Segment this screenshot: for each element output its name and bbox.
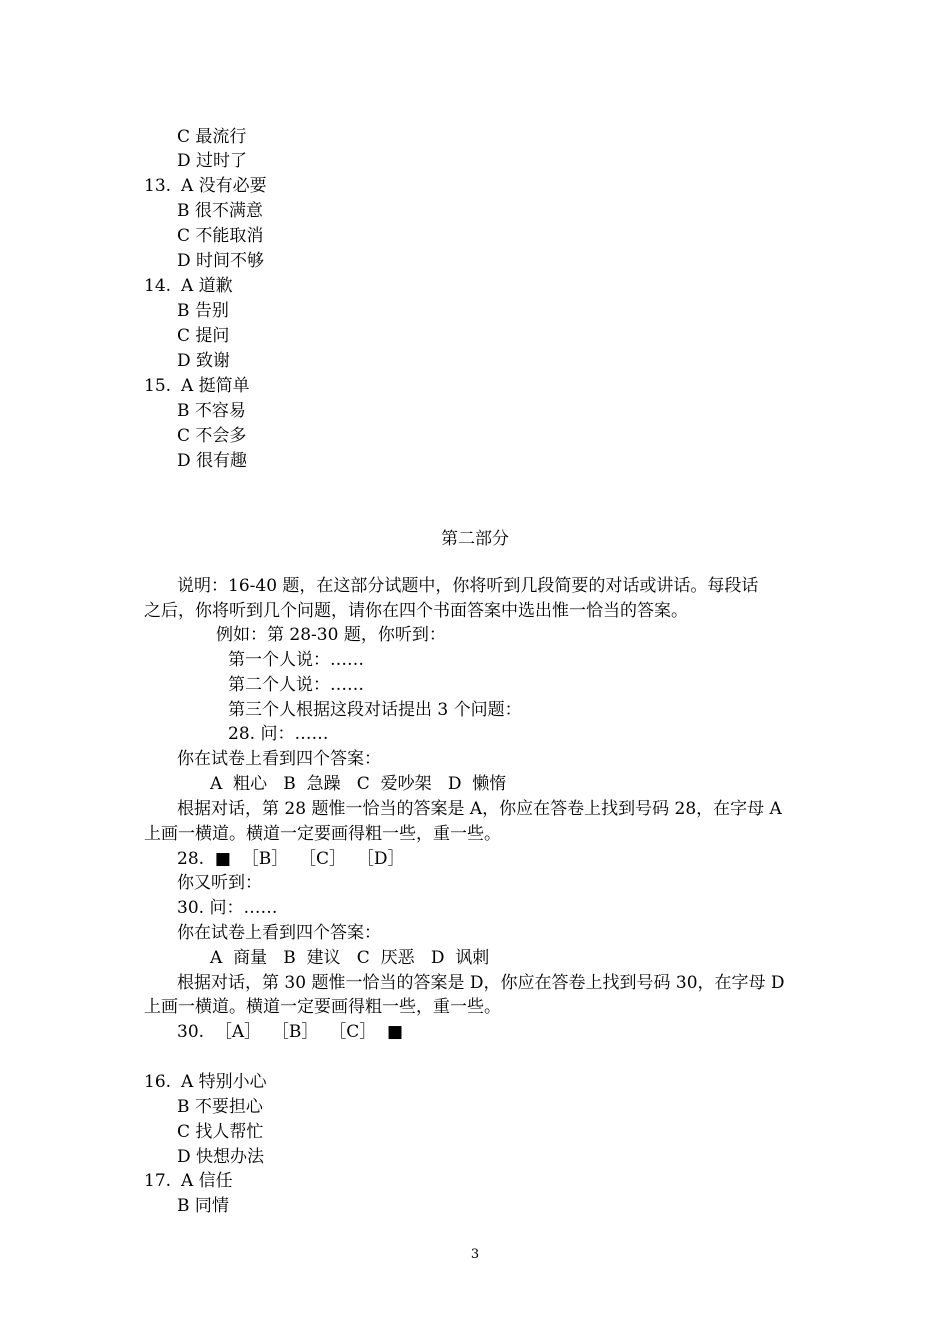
- example-line: 你在试卷上看到四个答案：: [177, 923, 381, 943]
- option-d: D 时间不够: [177, 251, 265, 271]
- option-d: D 致谢: [177, 351, 231, 371]
- example-options: A 商量 B 建议 C 厌恶 D 讽刺: [210, 948, 490, 968]
- option-c: C 提问: [177, 326, 230, 346]
- example-answer: 根据对话，第 28 题惟一恰当的答案是 A，你应在答卷上找到号码 28，在字母 A: [177, 799, 782, 819]
- option-a: A 道歉: [181, 276, 233, 296]
- option-d: D 很有趣: [177, 451, 248, 471]
- option-b: B 不要担心: [177, 1097, 263, 1117]
- question-number: 17.: [144, 1171, 172, 1191]
- option-a: A 挺简单: [181, 376, 250, 396]
- example-answer: 上画一横道。横道一定要画得粗一些，重一些。: [144, 824, 501, 844]
- example-line: 第三个人根据这段对话提出 3 个问题：: [228, 700, 522, 720]
- example-question: 30. 问：……: [177, 898, 278, 918]
- option-c: C 不能取消: [177, 226, 264, 246]
- example-answer: 根据对话，第 30 题惟一恰当的答案是 D，你应在答卷上找到号码 30，在字母 D: [177, 973, 785, 993]
- option-c: C 最流行: [177, 127, 247, 147]
- instructions-line: 说明：16-40 题，在这部分试题中，你将听到几段简要的对话或讲话。每段话: [177, 576, 759, 596]
- question-number: 13.: [144, 176, 172, 196]
- option-d: D 快想办法: [177, 1147, 265, 1167]
- question-number: 15.: [144, 376, 172, 396]
- question-number: 16.: [144, 1072, 172, 1092]
- example-line: 你在试卷上看到四个答案：: [177, 749, 381, 769]
- option-b: B 很不满意: [177, 201, 263, 221]
- section-title: 第二部分: [441, 529, 509, 549]
- option-b: B 告别: [177, 301, 229, 321]
- example-line: 第一个人说：……: [228, 650, 364, 670]
- example-line: 第二个人说：……: [228, 675, 364, 695]
- answer-sheet-mark: 28. ■ ［B］ ［C］ ［D］: [177, 849, 405, 869]
- option-a: A 特别小心: [181, 1072, 267, 1092]
- answer-sheet-mark: 30. ［A］ ［B］ ［C］ ■: [177, 1022, 404, 1042]
- option-a: A 没有必要: [181, 176, 267, 196]
- option-b: B 不容易: [177, 401, 246, 421]
- option-b: B 同情: [177, 1196, 229, 1216]
- page-number: 3: [470, 1247, 480, 1262]
- option-c: C 找人帮忙: [177, 1122, 264, 1142]
- question-number: 14.: [144, 276, 172, 296]
- example-heading: 例如：第 28-30 题，你听到：: [216, 625, 446, 645]
- example-options: A 粗心 B 急躁 C 爱吵架 D 懒惰: [210, 774, 507, 794]
- example-line: 你又听到：: [177, 873, 262, 893]
- option-c: C 不会多: [177, 426, 247, 446]
- instructions-line: 之后，你将听到几个问题，请你在四个书面答案中选出惟一恰当的答案。: [144, 601, 688, 621]
- option-d: D 过时了: [177, 151, 248, 171]
- example-question: 28. 问：……: [228, 724, 329, 744]
- example-answer: 上画一横道。横道一定要画得粗一些，重一些。: [144, 997, 501, 1017]
- option-a: A 信任: [181, 1171, 233, 1191]
